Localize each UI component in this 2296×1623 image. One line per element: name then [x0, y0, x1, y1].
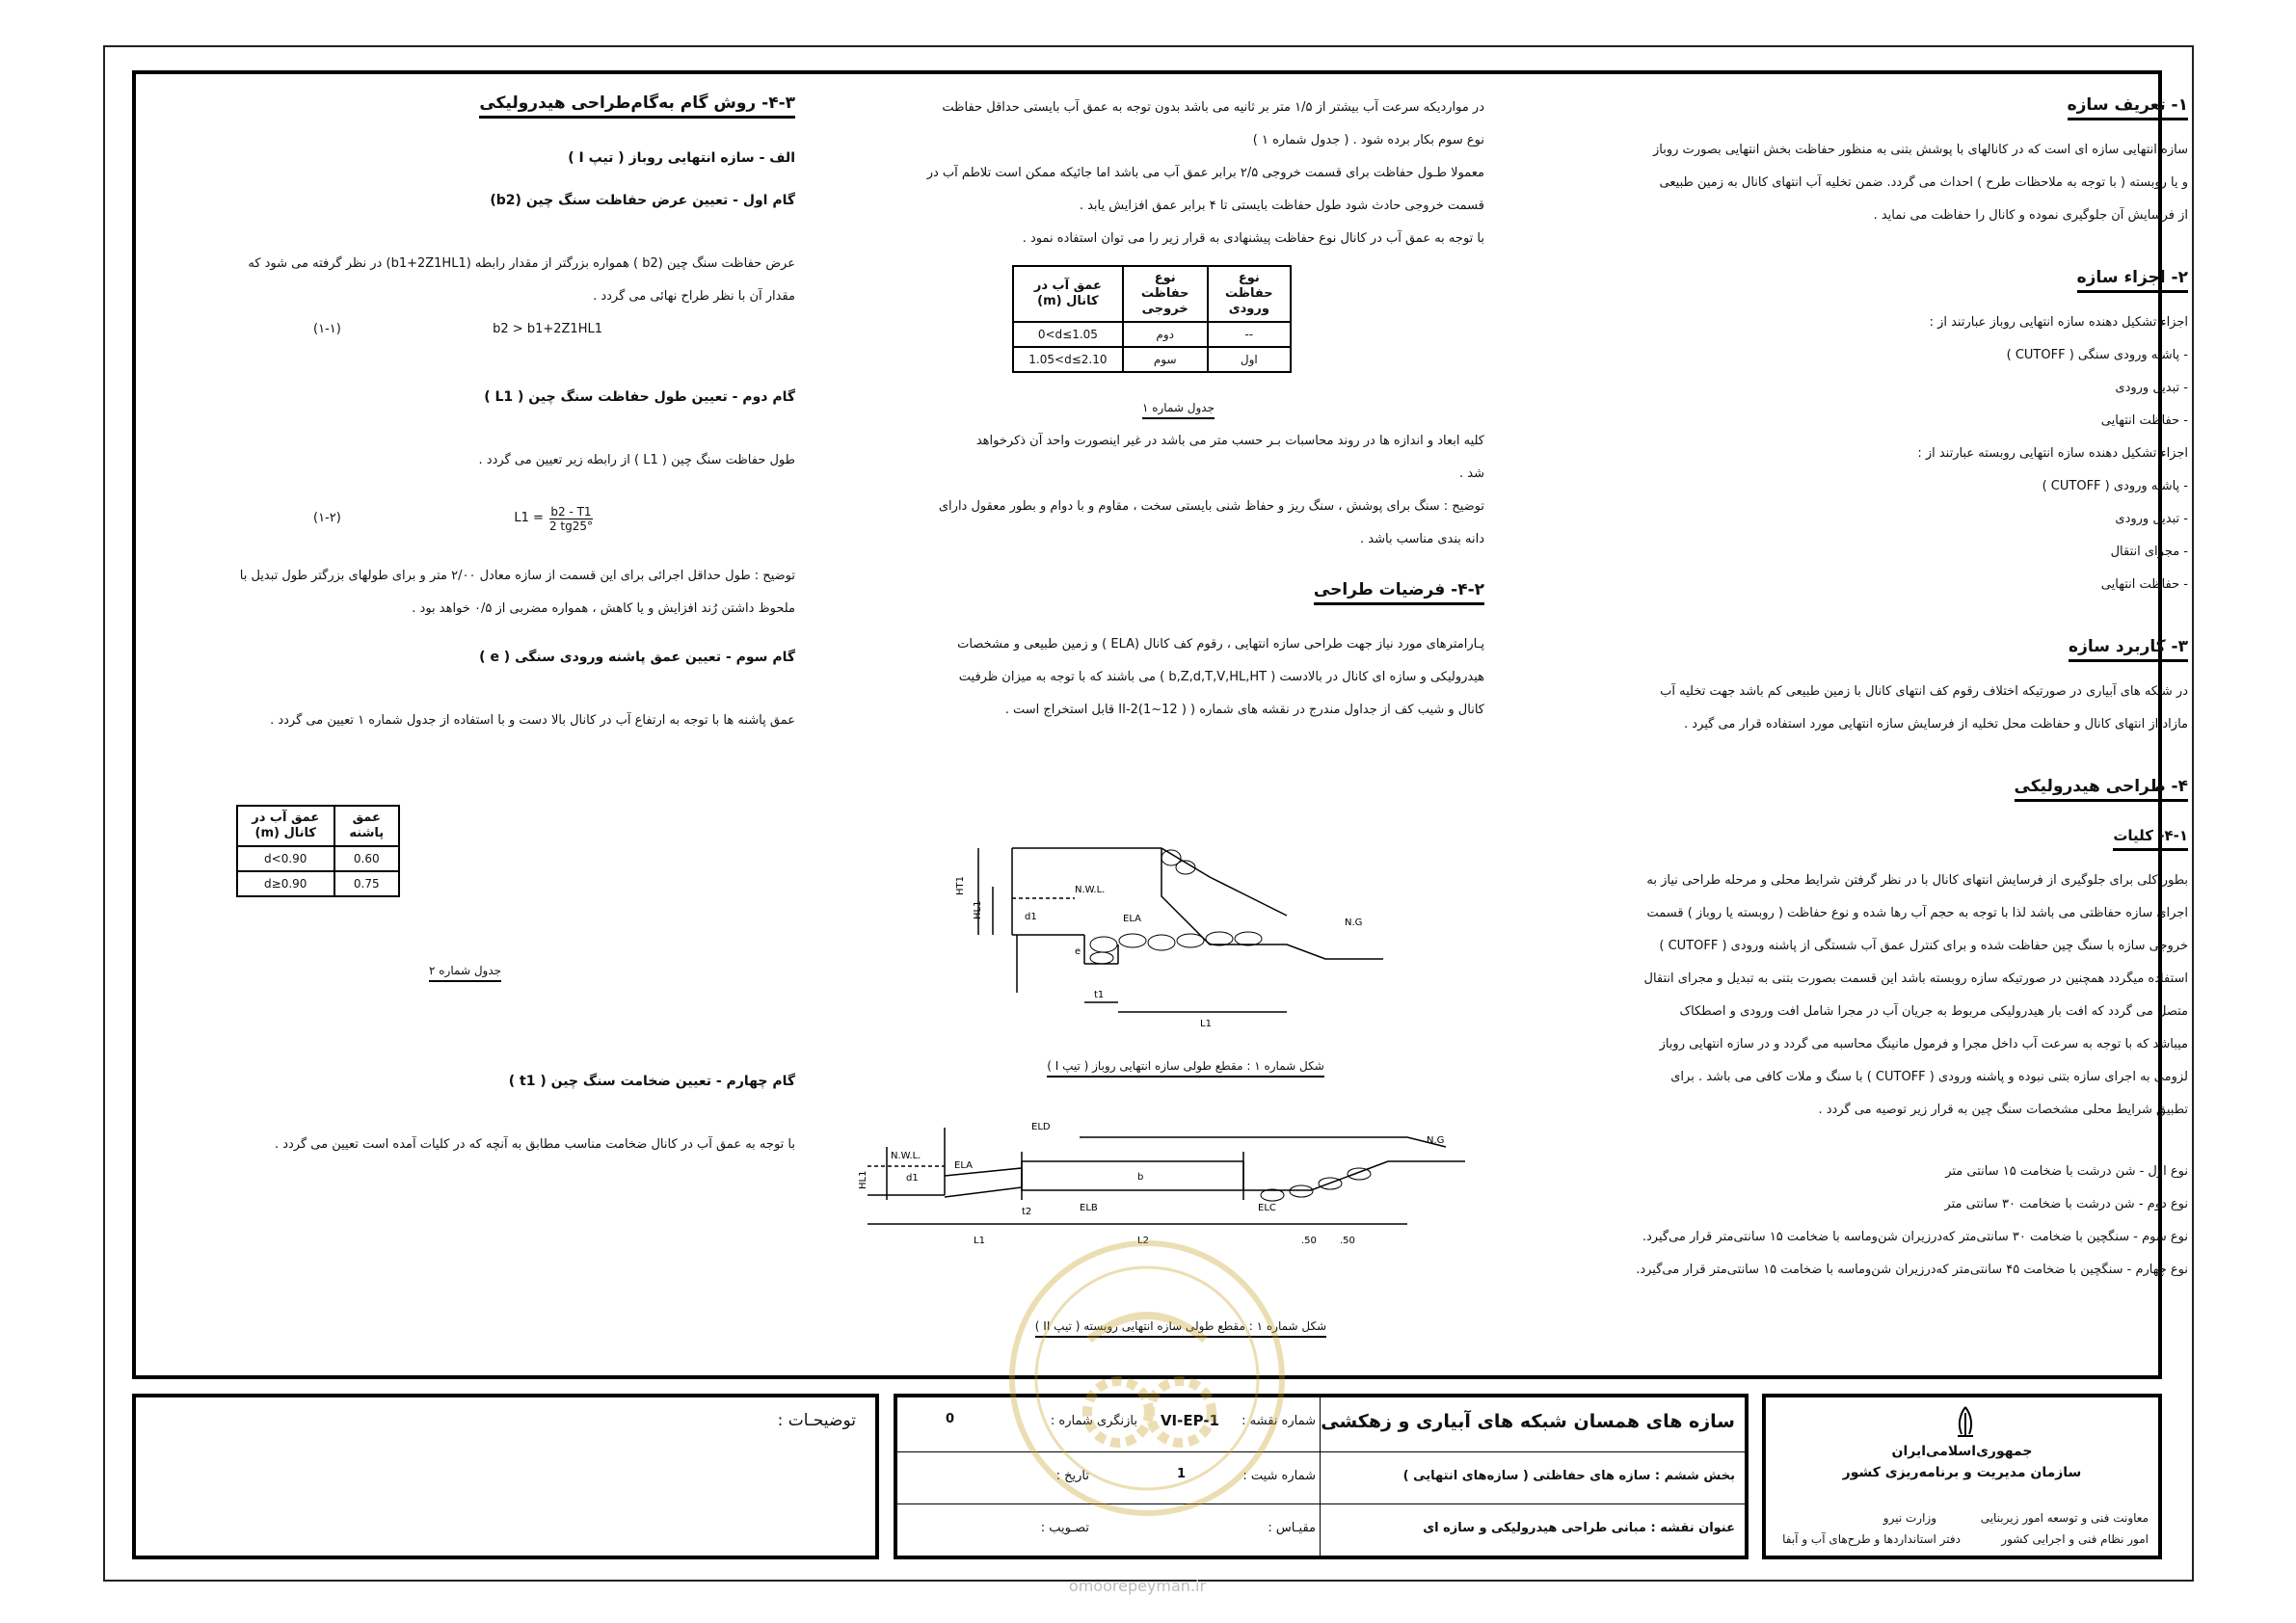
table1-cell: سوم [1123, 347, 1208, 372]
table-1 [1012, 265, 1292, 373]
table1-header: نوع حفاظت خروجی [1123, 266, 1208, 322]
revision-label: بازنگری شماره : [1050, 1414, 1137, 1428]
fig2-b-label: b [1137, 1172, 1144, 1183]
revision-no: 0 [945, 1412, 954, 1426]
org-name-2: سازمان مدیریت و برنامه‌ریزی کشور [1842, 1465, 2082, 1480]
table1-caption: جدول شماره ۱ [1142, 398, 1215, 419]
iran-emblem-icon [1946, 1403, 1985, 1442]
component-item: - تبدیل ورودی [2115, 512, 2188, 526]
column-right [1533, 85, 2188, 1287]
dept-1a: معاونت فنی و توسعه امور زیربنایی [1980, 1511, 2149, 1525]
equation-2-numerator: b2 - T1 [550, 504, 592, 519]
component-item: - حفاظت انتهایی [2100, 413, 2188, 428]
text-line: کلیه ابعاد و اندازه ها در روند محاسبات بـر حسب متر می باشد در غیر اینصورت واحد آن ذکرخواهد [975, 434, 1484, 448]
fig2-ng-label: N.G [1427, 1135, 1445, 1146]
table1-cell: -- [1208, 322, 1291, 347]
component-item: - حفاظت انتهایی [2100, 577, 2188, 592]
fig1-e-label: e [1075, 946, 1081, 957]
fig2-hl1-label: HL1 [858, 1170, 868, 1189]
text-line: معمولا طـول حفاظت برای قسمت خروجی ۲/۵ برابر عمق آب می باشد اما جائیکه ممکن است تلاطم آب در [926, 166, 1484, 180]
fig2-nwl-label: N.W.L. [891, 1151, 921, 1161]
text-line: مقدار آن با نظر طراح نهائی می گردد . [593, 289, 795, 304]
figure-2-caption: شکل شماره ۱ : مقطع طولی سازه انتهایی روبسته ( تیپ II ) [1035, 1317, 1326, 1338]
table2-cell: 0.60 [334, 846, 400, 871]
fig2-d1-label: d1 [906, 1173, 919, 1184]
sheet-no: 1 [1176, 1467, 1186, 1481]
fig1-nwl-label: N.W.L. [1075, 885, 1106, 895]
table2-caption: جدول شماره ۲ [429, 961, 501, 982]
text-line: پـارامترهای مورد نیاز جهت طراحی سازه انتهایی ، رقوم کف کانال (ELA ) و زمین طبیعی و مشخصات [957, 637, 1484, 652]
step3-text: عمق پاشنه ها با توجه به ارتفاع آب در کانال بالا دست و با استفاده از جدول شماره ۱ تعیین می گردد . [270, 713, 795, 728]
fig1-ng-label: N.G [1345, 918, 1363, 928]
fig2-d50b-label: .50 [1340, 1236, 1355, 1246]
fig1-l1-label: L1 [1200, 1019, 1212, 1029]
text-line: عرض حفاظت سنگ چین (b2 ) همواره بزرگتر از مقدار رابطه (b1+2Z1HL1) در نظر گرفته می شود که [248, 256, 795, 271]
fig1-d1-label: d1 [1025, 912, 1037, 922]
component-item: - پاشنه ورودی سنگی ( CUTOFF ) [2006, 348, 2188, 362]
dept-1b: امور نظام فنی و اجرایی کشور [2001, 1532, 2149, 1546]
component-item: اجزاء تشکیل دهنده سازه انتهایی روباز عبارتند از : [1929, 315, 2188, 330]
protection-type-item: نوع اول - شن درشت با ضخامت ۱۵ سانتی متر [1945, 1164, 2188, 1179]
figure-1-caption: شکل شماره ۱ : مقطع طولی سازه انتهایی روباز ( تیپ I ) [1047, 1056, 1324, 1078]
section-title: بخش ششم : سازه های حفاظتی ( سازه‌های انتهایی ) [1402, 1469, 1735, 1483]
notes-label: توضیحـات : [777, 1411, 856, 1430]
equation-2 [313, 502, 757, 535]
fig2-ela-label: ELA [954, 1160, 973, 1171]
fig1-ht1-label: HT1 [955, 876, 966, 895]
protection-type-item: نوع چهارم - سنگچین با ضخامت ۴۵ سانتی‌متر که‌درزیران شن‌وماسه با ضخامت ۱۵ سانتی‌متر قرار می‌گیرد. [1636, 1263, 2188, 1277]
component-item: - تبدیل ورودی [2115, 381, 2188, 395]
drawing-no-label: شماره نقشه : [1241, 1414, 1316, 1428]
equation-2-fraction [549, 505, 593, 533]
table2-cell: 0.75 [334, 871, 400, 896]
dept-2a: وزارت نیرو [1882, 1511, 1936, 1525]
date-label: تاریخ : [1055, 1469, 1089, 1483]
text-line: خروجی سازه با سنگ چین حفاظت شده و برای کنترل عمق آب شستگی از پاشنه ورودی ( CUTOFF ) [1659, 939, 2188, 953]
text-line: با توجه به عمق آب در کانال نوع حفاظت پیشنهادی به قرار زیر را می توان استفاده نمود . [1022, 231, 1484, 246]
sheet-no-label: شماره شیت : [1242, 1469, 1316, 1483]
fig1-hl1-label: HL1 [973, 900, 983, 919]
heading-application: ۳- کاربرد سازه [2069, 634, 2188, 662]
step1-title: گام اول - تعیین عرض حفاظت سنگ چین (b2) [490, 193, 795, 208]
text-line: کانال و شیب کف از جداول مندرج در نقشه های شماره ( II-2(1~12 ) قابل استخراج است . [1004, 703, 1484, 717]
protection-type-item: نوع سوم - سنگچین با ضخامت ۳۰ سانتی‌متر که‌درزیران شن‌وماسه با ضخامت ۱۵ سانتی‌متر قرار می‌گیرد. [1642, 1230, 2188, 1244]
text-line: اجرای سازه حفاظتی می باشد لذا با توجه به حجم آب رها شده و نوع حفاظت ( روبسته یا روباز ) قسمت [1646, 906, 2188, 920]
equation-2-number: (۱-۲) [313, 511, 341, 525]
fig2-elc-label: ELC [1258, 1203, 1276, 1213]
definition-text [1533, 134, 2188, 232]
middle-intro-text [848, 92, 1484, 255]
table1-header: عمق آب در کانال (m) [1013, 266, 1123, 322]
table1-header: نوع حفاظت ورودی [1208, 266, 1291, 322]
text-line: ملحوظ داشتن رُند افزایش و یا کاهش ، همواره مضربی از ۰/۵ خواهد بود . [412, 601, 795, 616]
column-left [169, 83, 795, 1161]
project-title: سازه های همسان شبکه های آبیاری و زهکشی [1321, 1411, 1735, 1432]
watermark-text: omoorepeyman.ir [1068, 1577, 1207, 1595]
step4-text: با توجه به عمق آب در کانال ضخامت مناسب مطابق به آنچه که در کلیات آمده است تعیین می گردد . [274, 1137, 795, 1152]
dept-2b: دفتر استانداردها و طرح‌های آب و آبفا [1782, 1532, 1961, 1546]
fig2-elb-label: ELB [1080, 1203, 1098, 1213]
text-line: در مواردیکه سرعت آب بیشتر از ۱/۵ متر بر ثانیه می باشد بدون توجه به عمق آب بایستی حداقل حفاظت [942, 100, 1484, 115]
table1-cell: اول [1208, 347, 1291, 372]
protection-type-item: نوع دوم - شن درشت با ضخامت ۳۰ سانتی متر [1944, 1197, 2188, 1211]
heading-design-assumptions: ۴-۲- فرضیات طراحی [1314, 577, 1484, 605]
heading-step-by-step: ۴-۳- روش گام به‌گام‌طراحی هیدرولیکی [479, 91, 795, 119]
text-line: متصل می گردد که افت بار هیدرولیکی مربوط به جریان آب در مجرا شامل افت ورودی و اصطکاک [1679, 1004, 2188, 1019]
component-item: - پاشنه ورودی ( CUTOFF ) [2042, 479, 2188, 493]
text-line: در شبکه های آبیاری در صورتیکه اختلاف رقوم کف انتهای کانال با زمین طبیعی کم باشد جهت تخلیه آب [1660, 684, 2188, 699]
table1-cell: 0<d≤1.05 [1013, 322, 1123, 347]
text-line: نوع سوم بکار برده شود . ( جدول شماره ۱ ) [1252, 133, 1484, 147]
text-line: استفاده میگردد همچنین در صورتیکه سازه روبسته باشد این قسمت بصورت بتنی به تبدیل و مجرای انتقال [1643, 971, 2188, 986]
component-item: اجزاء تشکیل دهنده سازه انتهایی روبسته عبارتند از : [1917, 446, 2188, 461]
table2-cell: d≥0.90 [237, 871, 334, 896]
drawing-title: عنوان نقشه : مبانی طراحی هیدرولیکی و سازه ای [1423, 1521, 1735, 1535]
heading-definition: ۱- تعریف سازه [2068, 93, 2188, 120]
fig2-eld-label: ELD [1031, 1122, 1051, 1132]
text-line: توضیح : طول حداقل اجرائی برای این قسمت از سازه معادل ۲/۰۰ متر و برای طولهای بزرگتر طول تبدیل با [239, 569, 795, 583]
fig2-t2-label: t2 [1022, 1207, 1032, 1217]
text-line: از فرسایش آن جلوگیری نموده و کانال را حفاظت می نماید . [1873, 208, 2188, 223]
equation-2-lhs: L1 = [514, 511, 544, 525]
text-line: لزومی به اجرای سازه بتنی نبوده و پاشنه ورودی ( CUTOFF ) با سنگ و ملات کافی می باشد . برای [1670, 1070, 2188, 1084]
table1-cell: دوم [1123, 322, 1208, 347]
heading-generalities: ۴-۱- کلیات [2113, 823, 2188, 851]
fig2-d50a-label: .50 [1301, 1236, 1317, 1246]
text-line: قسمت خروجی حادث شود طول حفاظت بایستی تا ۴ برابر عمق افزایش یابد . [1079, 199, 1484, 213]
text-line: دانه بندی مناسب باشد . [1360, 532, 1484, 546]
text-line: تطبیق شرایط محلی مشخصات سنگ چین به قرار زیر توصیه می گردد . [1818, 1103, 2188, 1117]
step2-note [169, 560, 795, 625]
org-name-1: جمهوری‌اسلامی‌ایران [1891, 1444, 2033, 1459]
generalities-text [1533, 865, 2188, 1127]
text-line: سازه انتهایی سازه ای است که در کانالهای با پوشش بتنی به منظور حفاظت بخش انتهایی بصورت روباز [1653, 143, 2188, 157]
table2-header: عمق آب در کانال (m) [237, 806, 334, 846]
text-line: بطور کلی برای جلوگیری از فرسایش انتهای کانال با در نظر گرفتن شرایط محلی و مرحله طراحی نیاز به [1646, 873, 2188, 888]
application-text [1533, 676, 2188, 741]
table2-cell: d<0.90 [237, 846, 334, 871]
fig1-ela-label: ELA [1123, 914, 1141, 924]
approval-label: تصـویب : [1040, 1521, 1089, 1535]
text-line: مازاد از انتهای کانال و حفاظت محل تخلیه از فرسایش سازه انتهایی مورد استفاده قرار می گیرد . [1684, 717, 2188, 732]
fig2-l1-label: L1 [974, 1236, 985, 1246]
table1-cell: 1.05<d≤2.10 [1013, 347, 1123, 372]
equation-1-body: b2 > b1+2Z1HL1 [493, 322, 602, 336]
fig2-l2-label: L2 [1137, 1236, 1149, 1246]
scale-label: مقیـاس : [1268, 1521, 1316, 1535]
component-item: - مجرای انتقال [2110, 545, 2188, 559]
text-line: میباشد که با توجه به سرعت آب داخل مجرا و فرمول مانینگ محاسبه می گردد و در سازه انتهایی روباز [1659, 1037, 2188, 1051]
equation-2-denominator: 2 tg25° [548, 519, 593, 533]
protection-types-list [1533, 1156, 2188, 1287]
step2-text: طول حفاظت سنگ چین ( L1 ) از رابطه زیر تعیین می گردد . [478, 453, 795, 467]
text-line: شد . [1459, 466, 1484, 481]
watermark-logo [1002, 1234, 1292, 1523]
design-assumptions-text [848, 628, 1484, 727]
table-2 [236, 805, 400, 897]
equation-2-body [514, 502, 593, 535]
organization-box [1762, 1394, 2162, 1559]
figure-1-drawing [921, 838, 1383, 1031]
step4-title: گام چهارم - تعیین ضخامت سنگ چین ( t1 ) [508, 1074, 795, 1089]
table2-header: عمق پاشنه [334, 806, 400, 846]
components-list [1533, 306, 2188, 601]
fig1-t1-label: t1 [1094, 990, 1105, 1000]
step2-title: گام دوم - تعیین طول حفاظت سنگ چین ( L1 ) [484, 389, 795, 405]
equation-1 [313, 313, 757, 346]
equation-1-number: (۱-۱) [313, 322, 341, 336]
notes-box [132, 1394, 879, 1559]
heading-hydraulic-design: ۴- طراحی هیدرولیکی [2015, 774, 2188, 802]
figure-1-caption-wrap [1012, 1051, 1359, 1083]
step3-title: گام سوم - تعیین عمق پاشنه ورودی سنگی ( e ) [479, 650, 795, 665]
text-line: هیدرولیکی و سازه ای کانال در بالادست ( b,Z,d,T,V,HL,HT ) می باشند که با توجه به میزان ظرفیت [958, 670, 1484, 684]
step1-text [169, 248, 795, 313]
column-middle [848, 92, 1484, 727]
middle-dimensions-text [848, 425, 1484, 556]
subheading-open-type: الف - سازه انتهایی روباز ( تیپ I ) [568, 150, 795, 166]
drawing-no: VI-EP-1 [1160, 1412, 1219, 1429]
text-line: و یا روبسته ( با توجه به ملاحظات طرح ) احداث می گردد. ضمن تخلیه آب انتهای کانال به زمین طبیعی [1659, 175, 2188, 190]
heading-components: ۲- اجزاء سازه [2077, 265, 2188, 293]
text-line: توضیح : سنگ برای پوشش ، سنگ ریز و حفاظ شنی بایستی سخت ، مقاوم و با دوام و بطور معقول دارای [938, 499, 1484, 514]
